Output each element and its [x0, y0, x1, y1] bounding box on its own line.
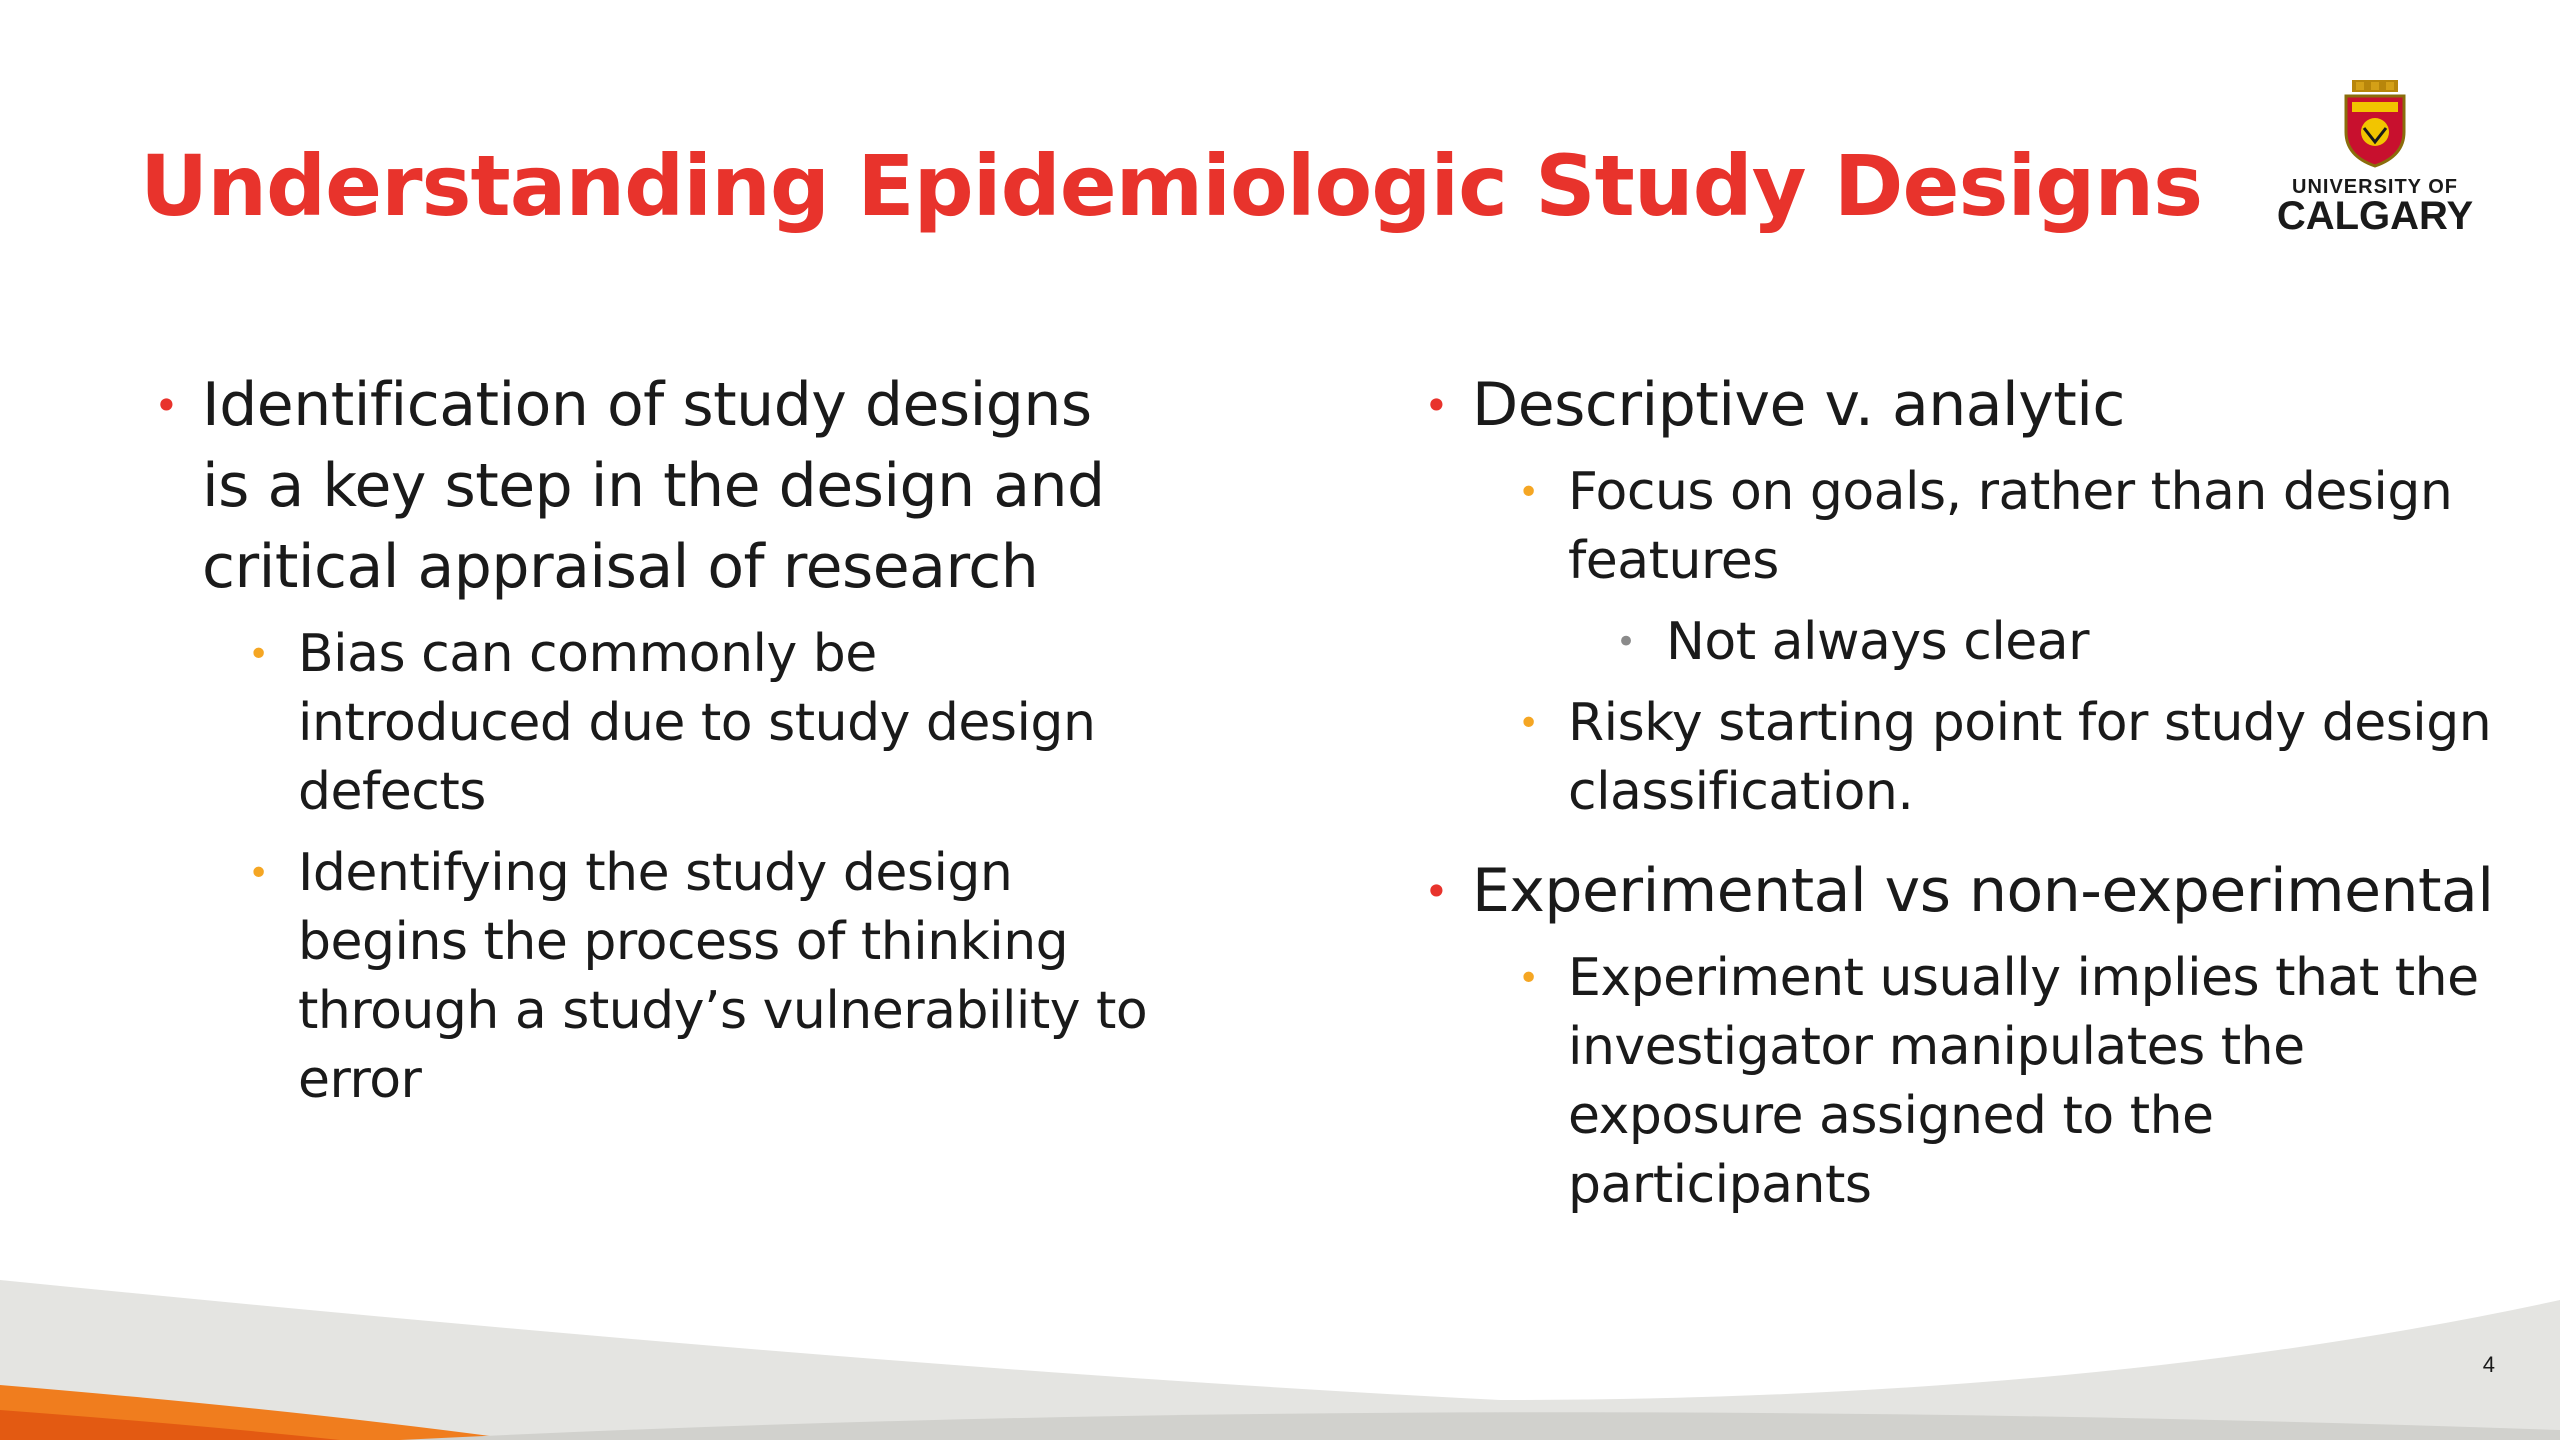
- crest-icon: [2342, 80, 2408, 168]
- list-item-level1: [1420, 365, 2500, 446]
- bullet-icon: •: [1616, 622, 1636, 662]
- footer-swoosh: [0, 1240, 2560, 1440]
- list-item-text: Identifying the study design begins the process of thinking through a study’s vulnerability to error: [298, 843, 1148, 1110]
- bullet-icon: •: [154, 381, 179, 430]
- list-item-text: Descriptive v. analytic: [1472, 370, 2125, 440]
- list-item-level2: [1420, 458, 2500, 596]
- list-item-level2: [1420, 689, 2500, 827]
- right-column: [1420, 365, 2500, 1220]
- list-item-level1: [1420, 851, 2500, 932]
- bullet-icon: •: [1424, 381, 1449, 430]
- list-item-level2: [150, 620, 1150, 827]
- logo-calgary: CALGARY: [2276, 194, 2474, 238]
- university-logo: [2270, 80, 2480, 250]
- bullet-icon: •: [1424, 867, 1449, 916]
- list-item-text: Experiment usually implies that the investigator manipulates the exposure assigned to the participants: [1568, 948, 2479, 1215]
- slide-title: Understanding Epidemiologic Study Designs: [140, 137, 2203, 235]
- left-column: [150, 365, 1150, 1115]
- list-item-text: Experimental vs non-experimental: [1472, 856, 2494, 926]
- bullet-icon: •: [248, 634, 269, 675]
- list-item-level3: [1420, 608, 2500, 677]
- list-item-level2: [150, 839, 1150, 1115]
- list-item-text: Bias can commonly be introduced due to study design defects: [298, 624, 1096, 822]
- bullet-icon: •: [1518, 958, 1539, 999]
- list-item-text: Focus on goals, rather than design features: [1568, 462, 2453, 591]
- list-item-text: Risky starting point for study design classification.: [1568, 693, 2492, 822]
- bullet-icon: •: [1518, 703, 1539, 744]
- list-item-text: Identification of study designs is a key step in the design and critical appraisal of research: [202, 370, 1105, 602]
- bullet-icon: •: [1518, 472, 1539, 513]
- bullet-icon: •: [248, 853, 269, 894]
- page-number: 4: [2482, 1352, 2495, 1377]
- list-item-level1: [150, 365, 1150, 608]
- list-item-level2: [1420, 944, 2500, 1220]
- list-item-text: Not always clear: [1666, 612, 2090, 672]
- logo-university-of: UNIVERSITY OF: [2292, 176, 2458, 198]
